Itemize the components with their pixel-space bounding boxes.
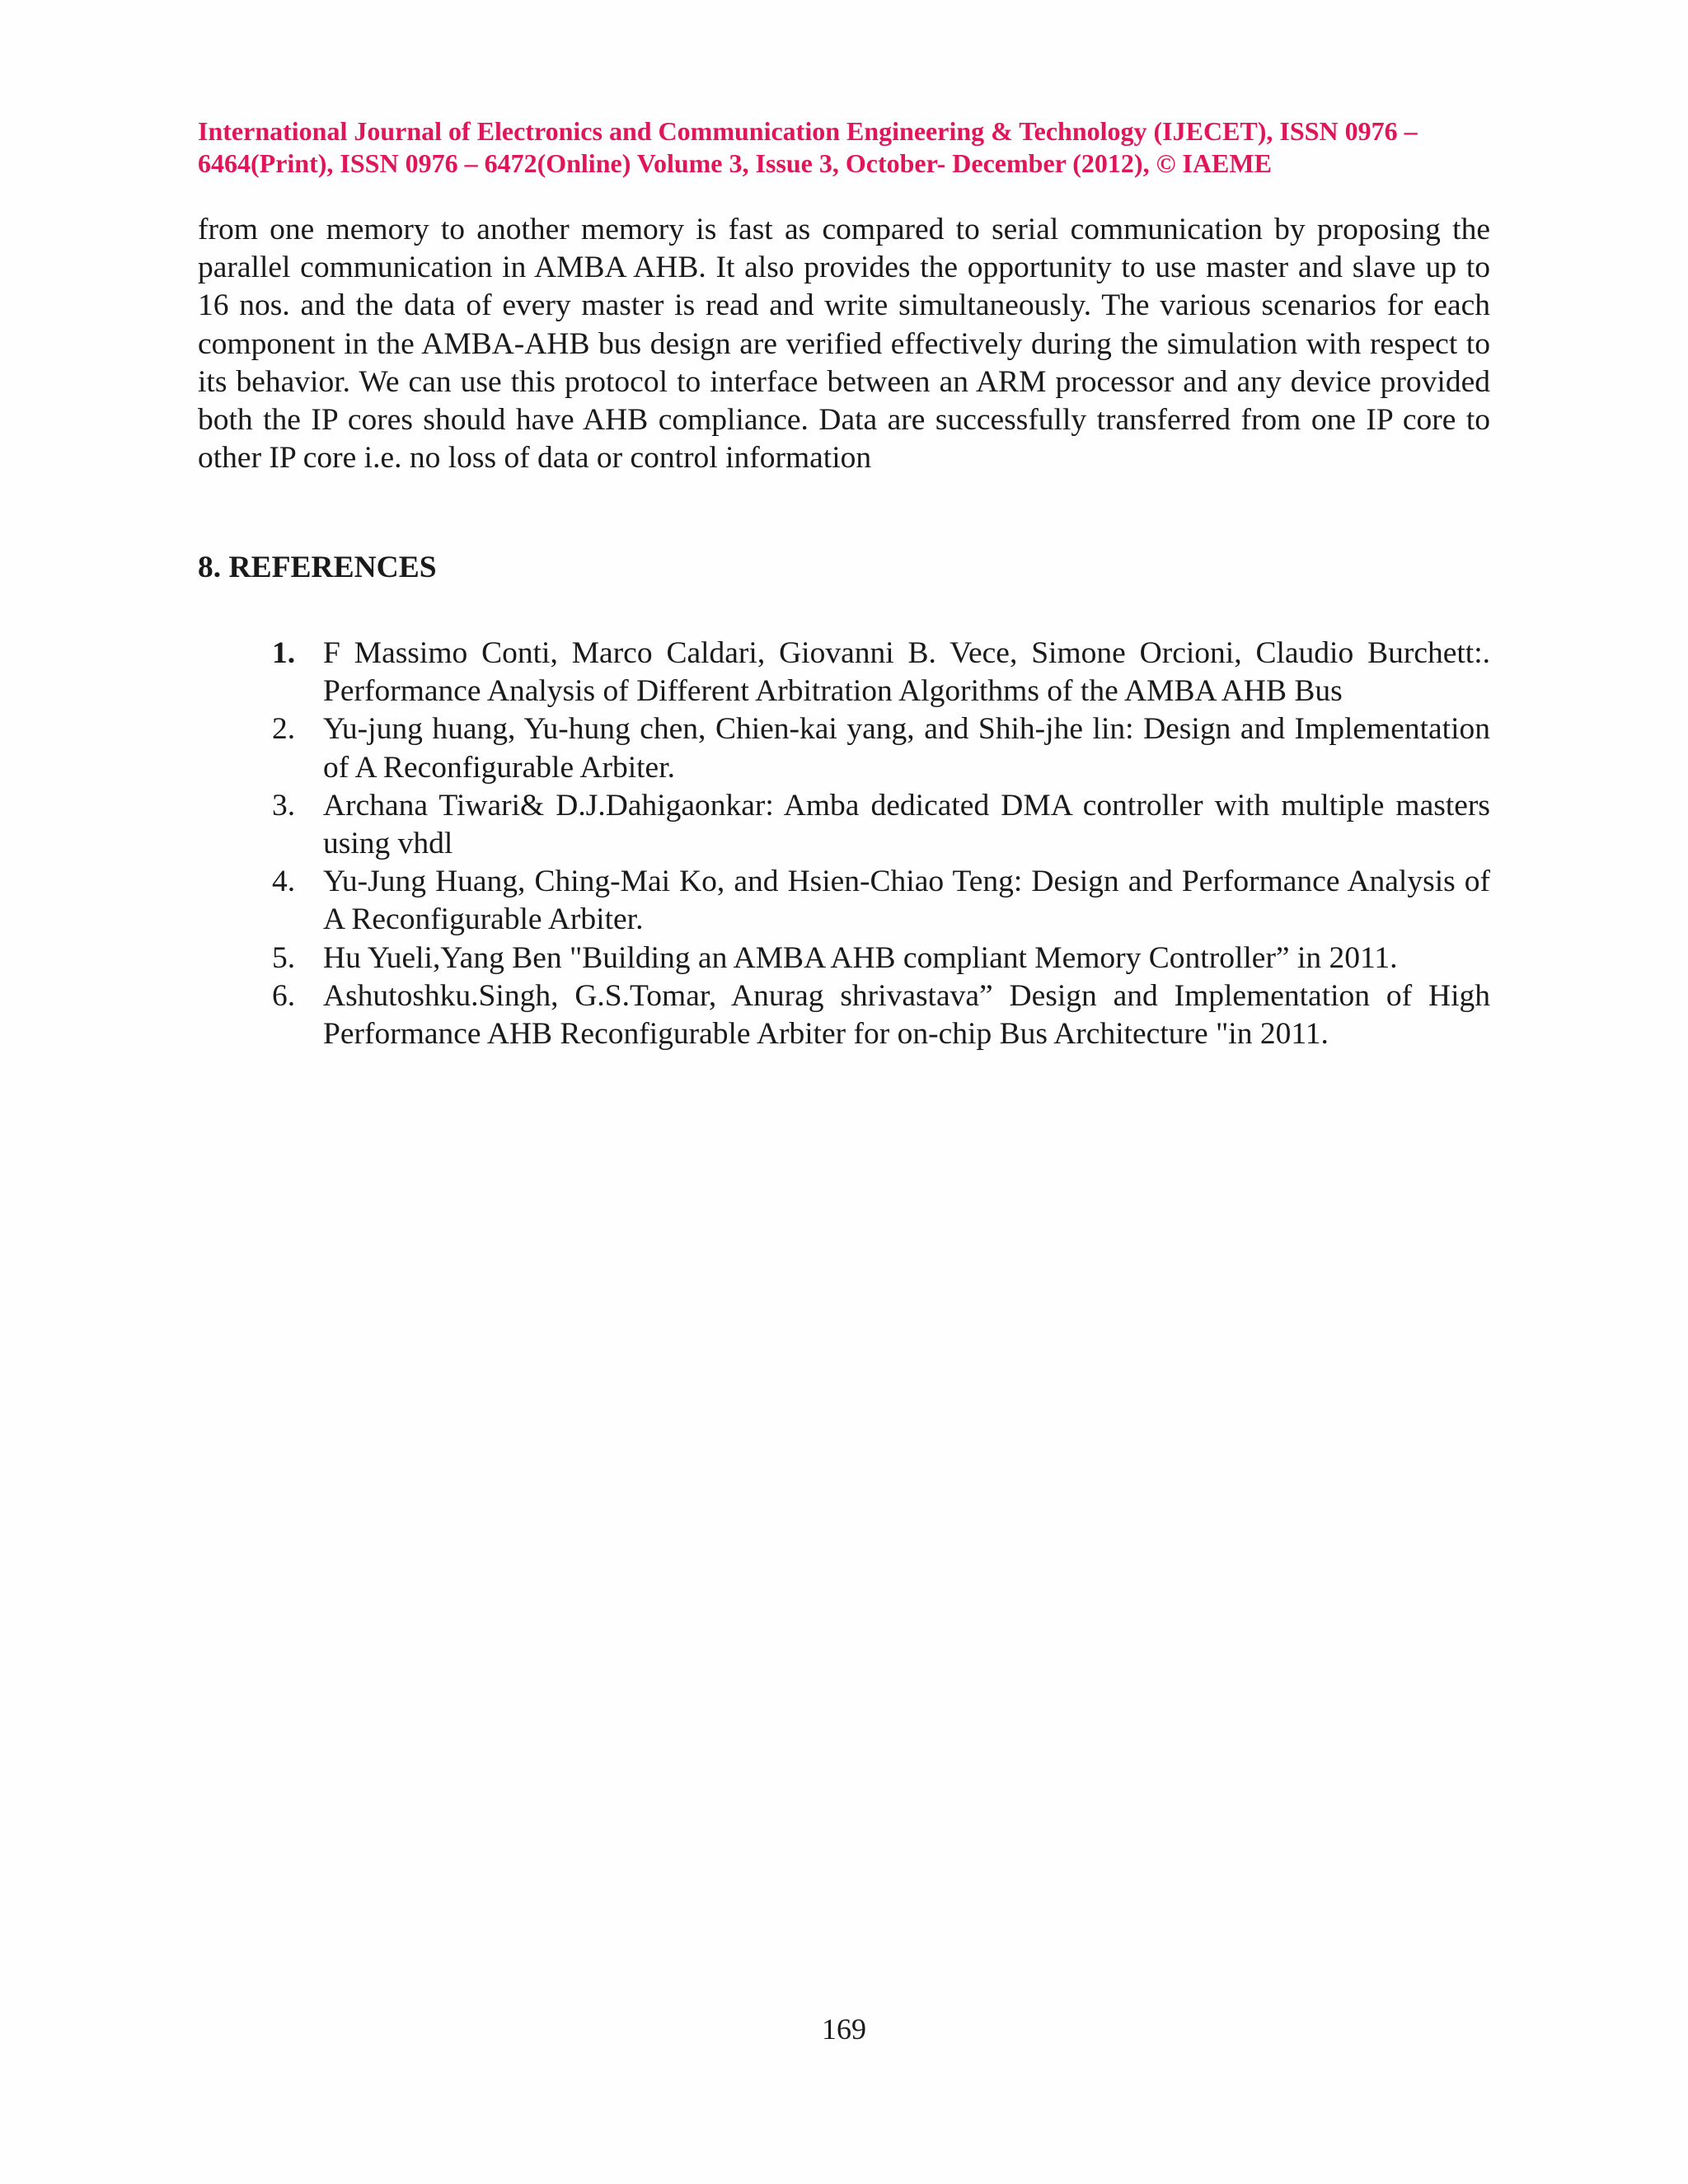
- reference-text: Ashutoshku.Singh, G.S.Tomar, Anurag shrivastava” Design and Implementation of High Performance AHB Reconfigurable Arbiter for on-chip Bus Architecture "in 2011.: [323, 978, 1490, 1052]
- reference-item-1: [272, 635, 1490, 710]
- journal-running-header: International Journal of Electronics and Communication Engineering & Technology (IJECET), ISSN 0976 – 6464(Print), ISSN 0976 – 6472(Online) Volume 3, Issue 3, October- December (2012), © IAEME: [198, 116, 1418, 178]
- reference-text: Yu-Jung Huang, Ching-Mai Ko, and Hsien-Chiao Teng: Design and Performance Analysis of A Reconfigurable Arbiter.: [323, 865, 1490, 937]
- reference-number: 4.: [272, 865, 296, 899]
- reference-item-6: [272, 977, 1490, 1053]
- reference-text: F Massimo Conti, Marco Caldari, Giovanni B. Vece, Simone Orcioni, Claudio Burchett:. Performance Analysis of Different Arbitration Algorithms of the AMBA AHB Bus: [323, 636, 1490, 709]
- reference-item-5: [272, 940, 1490, 977]
- reference-item-2: [272, 710, 1490, 786]
- reference-number: 3.: [272, 788, 296, 823]
- reference-number: 6.: [272, 978, 296, 1013]
- reference-text: Yu-jung huang, Yu-hung chen, Chien-kai yang, and Shih-jhe lin: Design and Implementation of A Reconfigurable Arbiter.: [323, 712, 1490, 785]
- page-number: 169: [822, 2013, 866, 2046]
- reference-item-4: [272, 863, 1490, 939]
- reference-number: 1.: [272, 636, 296, 670]
- reference-text: Archana Tiwari& D.J.Dahigaonkar: Amba dedicated DMA controller with multiple masters using vhdl: [323, 788, 1490, 861]
- conclusion-paragraph: from one memory to another memory is fast as compared to serial communication by proposing the parallel communication in AMBA AHB. It also provides the opportunity to use master and slave up to 16 nos. and the data of every master is read and write simultaneously. The various scenarios for each component in the AMBA-AHB bus design are verified effectively during the simulation with respect to its behavior. We can use this protocol to interface between an ARM processor and any device provided both the IP cores should have AHB compliance. Data are successfully transferred from one IP core to other IP core i.e. no loss of data or control information: [198, 213, 1490, 476]
- reference-number: 5.: [272, 940, 296, 975]
- reference-item-3: [272, 787, 1490, 863]
- reference-list: [272, 635, 1490, 1053]
- references-heading: 8. REFERENCES: [198, 551, 437, 584]
- reference-number: 2.: [272, 712, 296, 747]
- reference-text: Hu Yueli,Yang Ben "Building an AMBA AHB compliant Memory Controller” in 2011.: [323, 940, 1398, 975]
